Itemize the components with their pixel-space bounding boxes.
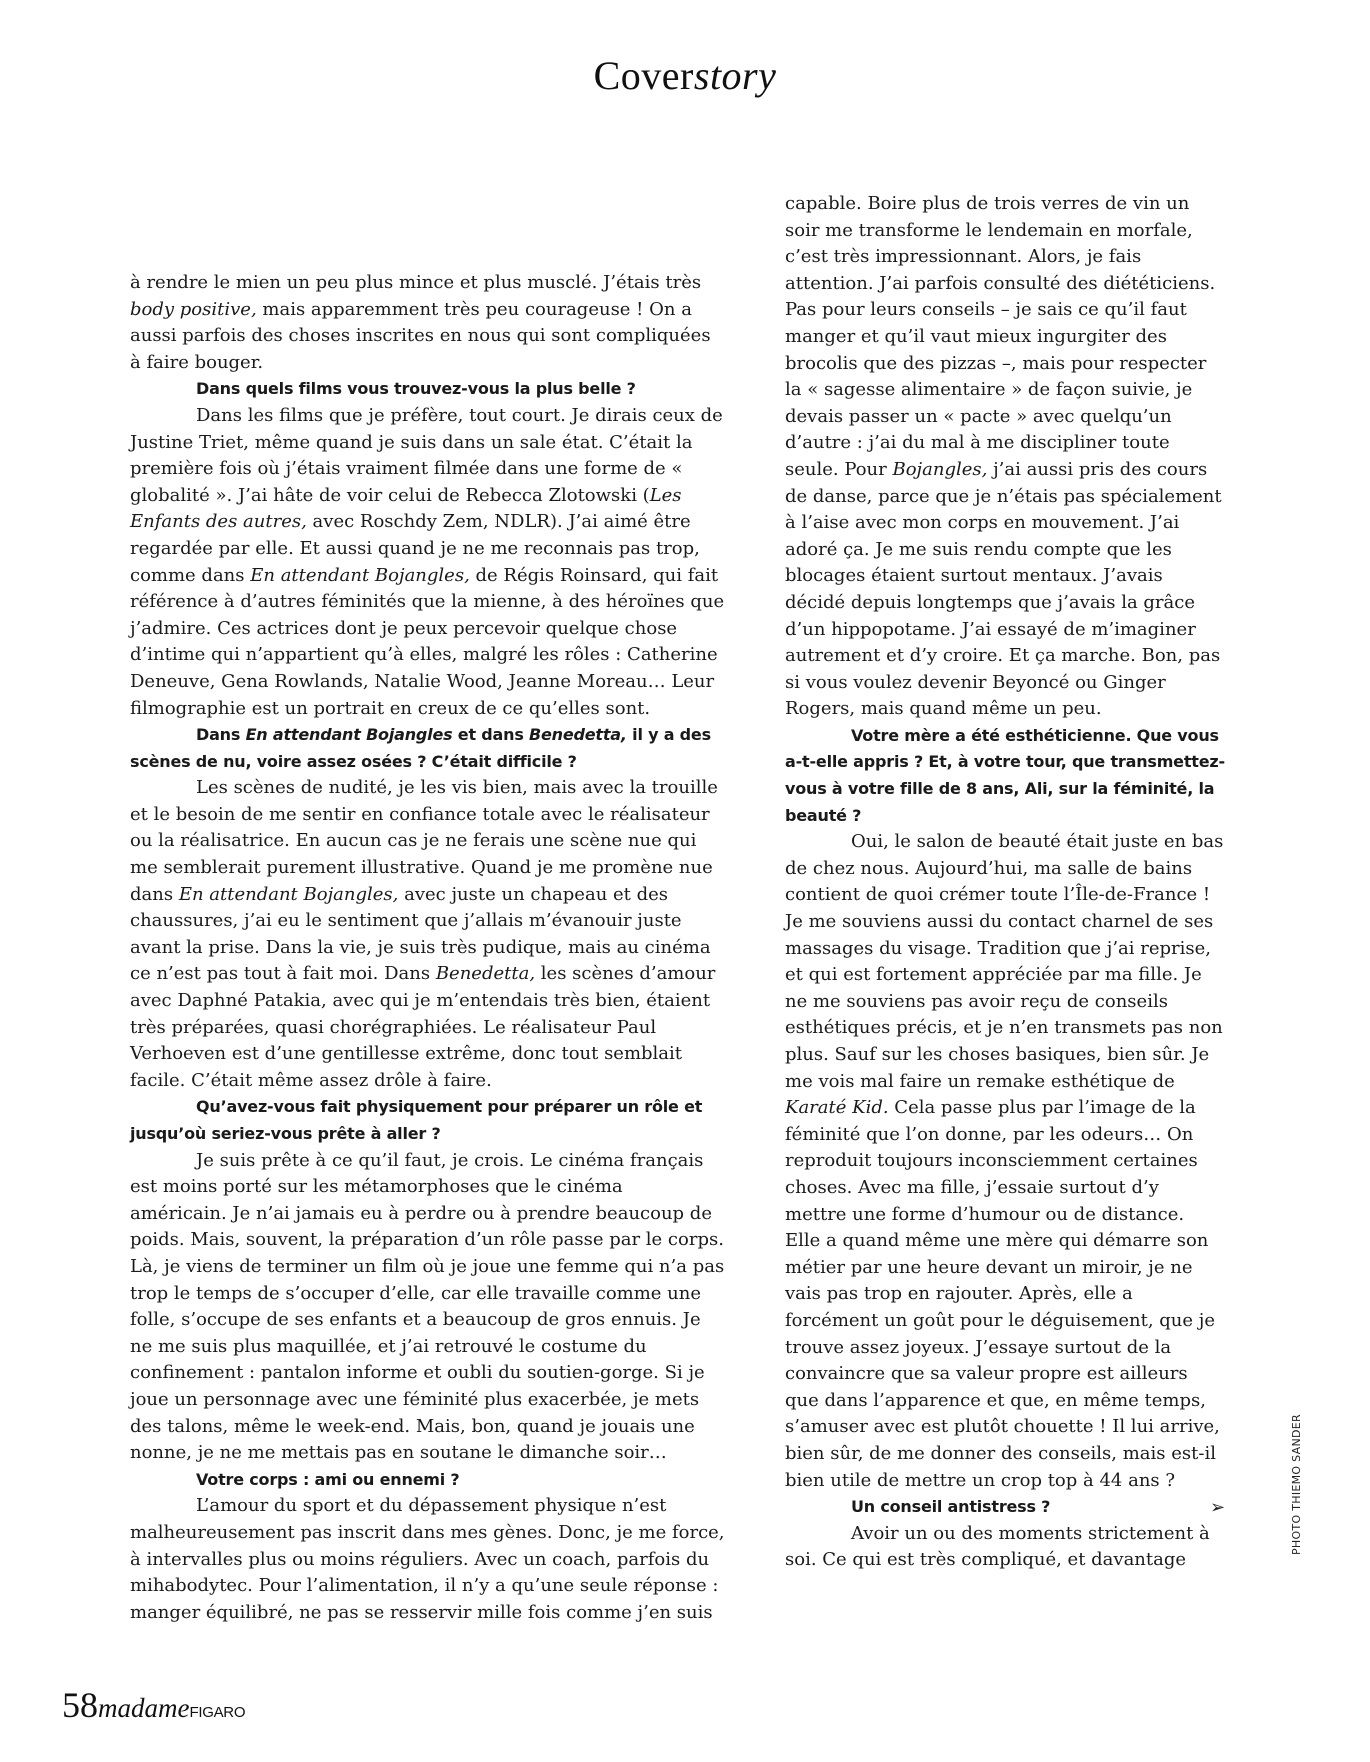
interview-answer: Je suis prête à ce qu’il faut, je crois. Le cinéma français est moins porté sur les métamorphoses que le cinéma américain. Je n’ai jamais eu à perdre ou à prendre beaucoup de poids. Mais, souvent, la préparation d’un rôle passe par le corps. Là, je viens de terminer un film où je joue une femme qui n’a pas trop le temps de s’occuper d’elle, car elle travaille comme une folle, s’occupe de ses enfants et a beaucoup de gros ennuis. Je ne me suis plus maquillée, et j’ai retrouvé le costume du confinement : pantalon informe et oubli du soutien-gorge. Si je joue un personnage avec une féminité plus exacerbée, je mets des talons, même le week-end. Mais, bon, quand je jouais une nonne, je ne me mettais pas en soutane le dimanche soir… xyxy=(130,1149,725,1464)
magazine-brand: FIGARO xyxy=(189,1704,246,1721)
interview-question: Un conseil antistress ? xyxy=(851,1497,1051,1517)
interview-answer: L’amour du sport et du dépassement physique n’est malheureusement pas inscrit dans mes gènes. Donc, je me force, à intervalles plus ou moins réguliers. Avec un coach, parfois du mihabodytec. Pour l’alimentation, il n’y a qu’une seule réponse : manger équilibré, ne pas se resservir mille fois comme j’en suis xyxy=(130,1495,725,1623)
interview-question: Dans quels films vous trouvez-vous la plus belle ? xyxy=(196,379,636,399)
interview-answer: Oui, le salon de beauté était juste en bas de chez nous. Aujourd’hui, ma salle de bains contient de quoi crémer toute l’Île-de-France ! Je me souviens aussi du contact charnel de ses massages du visage. Tradition que j’ai reprise, et qui est fortement appréciée par ma fille. Je ne me souviens pas avoir reçu de conseils esthétiques précis, et je n’en transmets pas non plus. Sauf sur les choses basiques, bien sûr. Je me vois mal faire un remake esthétique de Karaté Kid. Cela passe plus par l’image de la féminité que l’on donne, par les odeurs… On reproduit toujours inconsciemment certaines choses. Avec ma fille, j’essaie surtout d’y mettre une forme d’humour ou de distance. Elle a quand même une mère qui démarre son métier par une heure devant un miroir, je ne vais pas trop en rajouter. Après, elle a forcément un goût pour le déguisement, que je trouve assez joyeux. J’essaye surtout de la convaincre que sa valeur propre est ailleurs que dans l’apparence et que, en même temps, s’amuser avec est plutôt chouette ! Il lui arrive, bien sûr, de me donner des conseils, mais est-il bien utile de mettre un crop top à 44 ans ? xyxy=(785,831,1224,1491)
left-column xyxy=(130,270,725,1626)
page-number: 58 xyxy=(62,1685,98,1725)
right-column xyxy=(785,191,1225,1574)
paragraph: capable. Boire plus de trois verres de vin un soir me transforme le lendemain en morfale, c’est très impressionnant. Alors, je fais attention. J’ai parfois consulté des diététiciens. Pas pour leurs conseils – je sais ce qu’il faut manger et qu’il vaut mieux ingurgiter des brocolis que des pizzas –, mais pour respecter la « sagesse alimentaire » de façon suivie, je devais passer un « pacte » avec quelqu’un d’autre : j’ai du mal à me discipliner toute seule. Pour Bojangles, j’ai aussi pris des cours de danse, parce que je n’étais pas spécialement à l’aise avec mon corps en mouvement. J’ai adoré ça. Je me suis rendu compte que les blocages étaient surtout mentaux. J’avais décidé depuis longtemps que j’avais la grâce d’un hippopotame. J’ai essayé de m’imaginer autrement et d’y croire. Et ça marche. Bon, pas si vous voulez devenir Beyoncé ou Ginger Rogers, mais quand même un peu. xyxy=(785,193,1222,720)
photo-credit xyxy=(1290,1414,1303,1556)
header-cover: Cover xyxy=(593,53,694,98)
page-footer xyxy=(62,1684,245,1726)
section-header xyxy=(0,52,1370,99)
interview-question: Votre mère a été esthéticienne. Que vous a-t-elle appris ? Et, à votre tour, que transmettez-vous à votre fille de 8 ans, Ali, sur la féminité, la beauté ? xyxy=(785,725,1225,825)
header-story: story xyxy=(693,53,777,98)
interview-question: Qu’avez-vous fait physiquement pour préparer un rôle et jusqu’où seriez-vous prête à aller ? xyxy=(130,1097,703,1143)
magazine-name: madame xyxy=(98,1693,190,1723)
interview-question: Dans En attendant Bojangles et dans Benedetta, il y a des scènes de nu, voire assez osées ? C’était difficile ? xyxy=(130,725,711,771)
continue-arrow-icon: ➢ xyxy=(1210,1497,1226,1518)
photo-credit-text: PHOTO THIEMO SANDER xyxy=(1290,1414,1303,1555)
interview-answer: Avoir un ou des moments strictement à soi. Ce qui est très compliqué, et davantage xyxy=(785,1522,1210,1571)
interview-question: Votre corps : ami ou ennemi ? xyxy=(196,1469,460,1489)
interview-answer: Les scènes de nudité, je les vis bien, mais avec la trouille et le besoin de me sentir en confiance totale avec le réalisateur ou la réalisatrice. En aucun cas je ne ferais une scène nue qui me semblerait purement illustrative. Quand je me promène nue dans En attendant Bojangles, avec juste un chapeau et des chaussures, j’ai eu le sentiment que j’allais m’évanouir juste avant la prise. Dans la vie, je suis très pudique, mais au cinéma ce n’est pas tout à fait moi. Dans Benedetta, les scènes d’amour avec Daphné Patakia, avec qui je m’entendais très bien, étaient très préparées, quasi chorégraphiées. Le réalisateur Paul Verhoeven est d’une gentillesse extrême, donc tout semblait facile. C’était même assez drôle à faire. xyxy=(130,777,718,1091)
paragraph: à rendre le mien un peu plus mince et plus musclé. J’étais très body positive, mais apparemment très peu courageuse ! On a aussi parfois des choses inscrites en nous qui sont compliquées à faire bouger. xyxy=(130,272,711,373)
interview-answer: Dans les films que je préfère, tout court. Je dirais ceux de Justine Triet, même quand je suis dans un sale état. C’était la première fois où j’étais vraiment filmée dans une forme de « globalité ». J’ai hâte de voir celui de Rebecca Zlotowski (Les Enfants des autres, avec Roschdy Zem, NDLR). J’ai aimé être regardée par elle. Et aussi quand je ne me reconnais pas trop, comme dans En attendant Bojangles, de Régis Roinsard, qui fait référence à d’autres féminités que la mienne, à des héroïnes que j’admire. Ces actrices dont je peux percevoir quelque chose d’intime qui n’appartient qu’à elles, malgré les rôles : Catherine Deneuve, Gena Rowlands, Natalie Wood, Jeanne Moreau… Leur filmographie est un portrait en creux de ce qu’elles sont. xyxy=(130,404,725,719)
